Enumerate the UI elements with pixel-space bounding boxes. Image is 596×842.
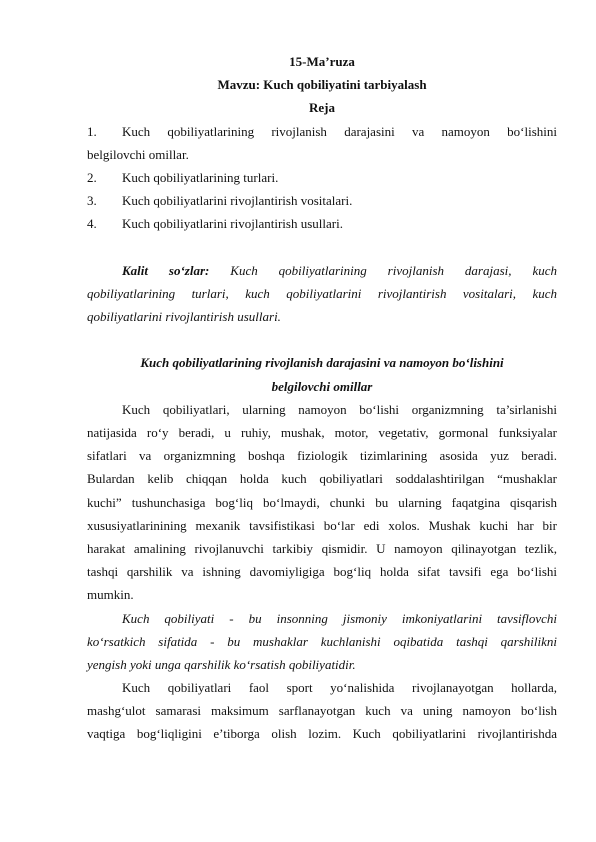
paragraph-line: Kuch qobiliyati - bu insonning jismoniy imkoniyatlarini tavsiflovchi xyxy=(122,610,557,626)
paragraph-line: yengish yoki unga qarshilik ko‘rsatish qobiliyatidir. xyxy=(87,656,356,672)
plan-title: Reja xyxy=(309,100,335,116)
paragraph-2 xyxy=(87,607,557,677)
paragraph-line: xususiyatlarinining mexanik tavsifistikasi bo‘lar edi xolos. Mushak kuchi har bir xyxy=(87,517,557,533)
lecture-number: 15-Ma’ruza xyxy=(289,54,355,69)
plan-item-text: Kuch qobiliyatlarini rivojlantirish usullari. xyxy=(122,216,343,232)
paragraph-line: tashqi qarshilik va ishning davomiyligiga bog‘liq holda sifat tavsifi ega bo‘lishi xyxy=(87,564,557,580)
keywords-line-2: qobiliyatlarining turlari, kuch qobiliyatlarini rivojlantirish vositalari, kuch xyxy=(87,285,557,301)
section-heading-line-1: Kuch qobiliyatlarining rivojlanish darajasini va namoyon bo‘lishini xyxy=(140,355,504,371)
keywords-label: Kalit so‘zlar: xyxy=(122,262,210,278)
plan-item-number: 3. xyxy=(87,193,97,209)
plan-item-1-continued: belgilovchi omillar. xyxy=(87,146,189,162)
document-page xyxy=(87,50,557,746)
plan-item-3 xyxy=(87,189,557,212)
paragraph-line: mashg‘ulot samarasi maksimum sarflanayotgan kuch va uning namoyon bo‘lish xyxy=(87,703,557,719)
paragraph-line: sifatlari va organizmning boshqa fiziologik tizimlarining asosida yuz beradi. xyxy=(87,448,557,464)
paragraph-line: Kuch qobiliyatlari faol sport yo‘nalishida rivojlanayotgan hollarda, xyxy=(122,680,557,696)
paragraph-line: harakat amalining rivojlanuvchi tarkibiy qismidir. U namoyon qilinayotgan tezlik, xyxy=(87,540,557,556)
paragraph-line: ko‘rsatkich sifatida - bu mushaklar kuchlanishi oqibatida tashqi qarshilikni xyxy=(87,633,557,649)
paragraph-3 xyxy=(87,676,557,746)
paragraph-1 xyxy=(87,398,557,607)
keywords-line-1 xyxy=(87,259,557,282)
spacer xyxy=(87,328,557,351)
plan-item-1 xyxy=(87,120,557,143)
paragraph-line: mumkin. xyxy=(87,587,134,603)
spacer xyxy=(87,236,557,259)
paragraph-line: vaqtiga bog‘liqligini e’tiborga olish lozim. Kuch qobiliyatlarini rivojlantirishda xyxy=(87,726,557,742)
plan-item-2 xyxy=(87,166,557,189)
section-heading-line-2: belgilovchi omillar xyxy=(271,378,373,394)
plan-item-text: Kuch qobiliyatlarining rivojlanish darajasini va namoyon bo‘lishini xyxy=(122,123,557,139)
keywords-line-3: qobiliyatlarini rivojlantirish usullari. xyxy=(87,309,281,325)
keywords-block xyxy=(87,259,557,329)
paragraph-line: Bulardan kelib chiqqan holda kuch qobiliyatlari soddalashtirilgan “mushaklar xyxy=(87,471,557,487)
paragraph-line: natijasida ro‘y beradi, u ruhiy, mushak, motor, vegetativ, gormonal funksiyalar xyxy=(87,425,557,440)
plan-item-text: Kuch qobiliyatlarini rivojlantirish vositalari. xyxy=(122,193,353,209)
paragraph-line: kuchi” tushunchasiga bog‘liq bo‘lmaydi, chunki bu ularning faqatgina qisqarish xyxy=(87,494,557,510)
plan-item-4 xyxy=(87,212,557,235)
plan-item-number: 4. xyxy=(87,216,97,232)
section-heading xyxy=(87,351,557,397)
paragraph-line: Kuch qobiliyatlari, ularning namoyon bo‘lishi organizmning ta’sirlanishi xyxy=(122,401,557,417)
keywords-text: Kuch qobiliyatlarining rivojlanish darajasi, kuch xyxy=(230,262,557,278)
plan-item-text: Kuch qobiliyatlarining turlari. xyxy=(122,169,279,185)
plan-item-number: 2. xyxy=(87,169,97,185)
plan-item-number: 1. xyxy=(87,123,97,139)
lecture-topic: Mavzu: Kuch qobiliyatini tarbiyalash xyxy=(217,77,427,93)
plan-list xyxy=(87,120,557,236)
